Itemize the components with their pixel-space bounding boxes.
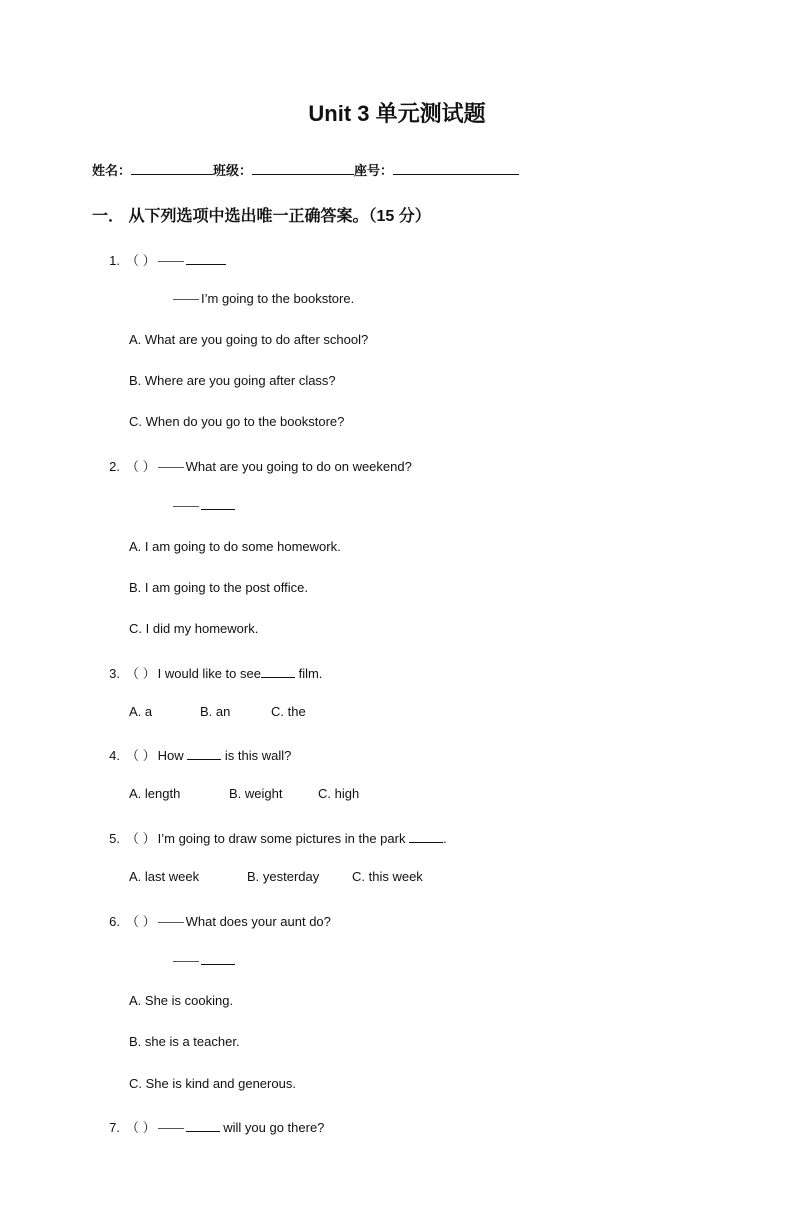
question-number: 3. — [109, 666, 120, 681]
class-label: 班级： — [213, 163, 253, 178]
dialog-dash — [158, 467, 184, 468]
question-stem-end: . — [443, 831, 447, 846]
page-title: Unit 3 单元测试题 — [308, 101, 486, 126]
question-stem-start: I would like to see — [157, 666, 261, 681]
answer-parentheses[interactable]: （ ） — [126, 666, 156, 681]
answer-blank[interactable] — [187, 747, 221, 760]
dialog-dash — [173, 961, 199, 962]
response-text: I’m going to the bookstore. — [201, 291, 355, 306]
answer-blank[interactable] — [186, 1119, 220, 1132]
answer-parentheses[interactable]: （ ） — [126, 748, 156, 763]
dialog-dash — [173, 299, 199, 300]
seat-label: 座号： — [354, 163, 394, 178]
question-number: 5. — [109, 831, 120, 846]
question-stem-end: will you go there? — [219, 1120, 325, 1135]
answer-blank[interactable] — [201, 497, 235, 510]
question-4 — [94, 745, 291, 764]
question-3 — [94, 663, 322, 682]
question-7 — [94, 1117, 324, 1136]
option-c: C. the — [271, 704, 306, 719]
options-row — [129, 704, 306, 719]
question-number: 2. — [109, 459, 120, 474]
answer-parentheses[interactable]: （ ） — [126, 831, 156, 846]
option-b: B. yesterday — [247, 869, 320, 884]
name-blank[interactable] — [131, 162, 213, 175]
option-a: A. length — [129, 786, 181, 801]
name-label: 姓名： — [92, 163, 132, 178]
answer-blank[interactable] — [186, 252, 226, 265]
answer-blank[interactable] — [409, 830, 443, 843]
student-info-line — [92, 160, 519, 179]
seat-blank[interactable] — [393, 162, 519, 175]
question-number: 1. — [109, 253, 120, 268]
question-stem: What are you going to do on weekend? — [185, 459, 412, 474]
question-number: 4. — [109, 748, 120, 763]
question-stem: What does your aunt do? — [185, 914, 331, 929]
option-b: B. an — [200, 704, 231, 719]
question-1-response — [173, 291, 354, 306]
option-b: B. Where are you going after class? — [129, 373, 336, 388]
question-2 — [94, 456, 412, 475]
question-1 — [94, 250, 226, 269]
option-a: A. a — [129, 704, 153, 719]
option-b: B. weight — [229, 786, 283, 801]
answer-parentheses[interactable]: （ ） — [126, 914, 156, 929]
option-c: C. She is kind and generous. — [129, 1076, 296, 1091]
option-c: C. I did my homework. — [129, 621, 259, 636]
option-c: C. this week — [352, 869, 423, 884]
question-6 — [94, 911, 331, 930]
question-5 — [94, 828, 447, 847]
question-6-response — [173, 952, 235, 968]
answer-parentheses[interactable]: （ ） — [126, 1120, 156, 1135]
options-row — [129, 786, 359, 801]
option-c: C. When do you go to the bookstore? — [129, 414, 345, 429]
answer-parentheses[interactable]: （ ） — [126, 459, 156, 474]
question-stem-start: How — [157, 748, 188, 763]
option-a: A. What are you going to do after school? — [129, 332, 369, 347]
dialog-dash — [158, 922, 184, 923]
option-c: C. high — [318, 786, 360, 801]
question-stem-end: film. — [294, 666, 323, 681]
question-stem-start: I’m going to draw some pictures in the park — [157, 831, 410, 846]
option-b: B. I am going to the post office. — [129, 580, 308, 595]
class-blank[interactable] — [252, 162, 354, 175]
dialog-dash — [173, 506, 199, 507]
section-heading: 一． 从下列选项中选出唯一正确答案。（15 分） — [92, 208, 431, 225]
answer-blank[interactable] — [201, 952, 235, 965]
question-number: 6. — [109, 914, 120, 929]
question-2-response — [173, 497, 235, 513]
option-a: A. last week — [129, 869, 200, 884]
option-a: A. I am going to do some homework. — [129, 539, 341, 554]
answer-parentheses[interactable]: （ ） — [126, 253, 156, 268]
option-b: B. she is a teacher. — [129, 1034, 240, 1049]
question-number: 7. — [109, 1120, 120, 1135]
option-a: A. She is cooking. — [129, 993, 234, 1008]
answer-blank[interactable] — [261, 665, 295, 678]
dialog-dash — [158, 261, 184, 262]
question-stem-end: is this wall? — [221, 748, 292, 763]
dialog-dash — [158, 1128, 184, 1129]
options-row — [129, 869, 423, 884]
